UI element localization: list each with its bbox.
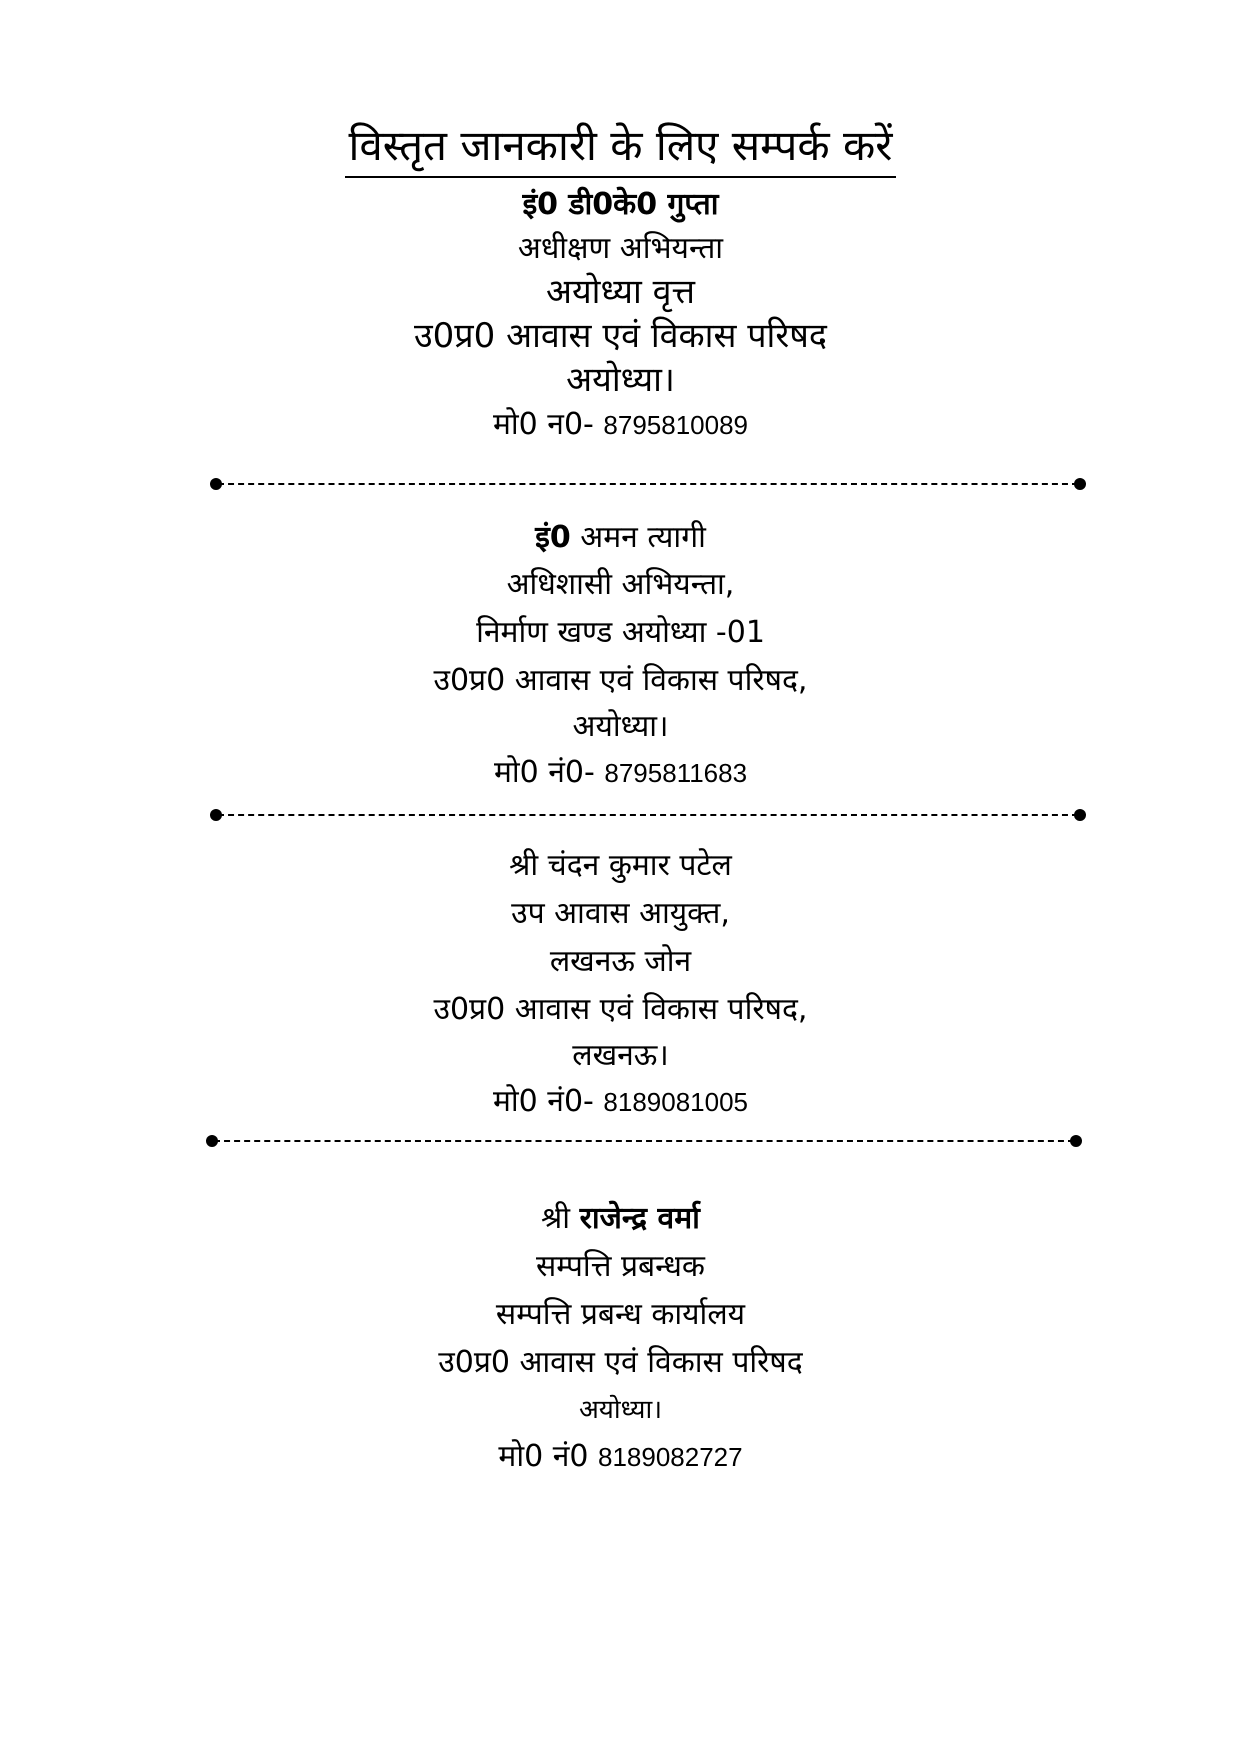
contact-card-4 [0, 1195, 1241, 1481]
phone-label: मो0 नं0- [492, 1084, 594, 1119]
contact-organisation: उ0प्र0 आवास एवं विकास परिषद [438, 1345, 803, 1380]
contact-city: अयोध्या। [572, 709, 669, 744]
phone-number: 8189082727 [598, 1442, 743, 1472]
divider-dash [218, 814, 1078, 816]
contact-name-line [0, 1195, 1241, 1243]
name-prefix: श्री [541, 1201, 571, 1236]
divider-dot [1074, 809, 1086, 821]
contact-organisation: उ0प्र0 आवास एवं विकास परिषद, [433, 663, 808, 698]
contact-designation: अधिशासी अभियन्ता, [506, 567, 735, 602]
contact-designation: सम्पत्ति प्रबन्धक [536, 1249, 705, 1284]
heading-text: विस्तृत जानकारी के लिए सम्पर्क करें [345, 118, 897, 178]
phone-number: 8795811683 [604, 758, 748, 788]
phone-label: मो0 नं0- [493, 755, 595, 790]
contact-office: अयोध्या वृत्त [545, 272, 696, 312]
contact-card-3 [0, 842, 1241, 1126]
contact-phone-line [0, 402, 1241, 448]
contact-name: अमन त्यागी [580, 520, 706, 555]
contact-city: लखनऊ। [572, 1038, 669, 1073]
dotted-divider-1 [210, 477, 1086, 491]
contact-organisation: उ0प्र0 आवास एवं विकास परिषद [414, 316, 827, 356]
page-heading [0, 118, 1241, 178]
contact-name: श्री चंदन कुमार पटेल [509, 848, 732, 883]
divider-dot [1070, 1135, 1082, 1147]
contact-designation: उप आवास आयुक्त, [511, 896, 730, 931]
contact-phone-line [0, 1078, 1241, 1126]
contact-card-2 [0, 515, 1241, 797]
contact-phone-line [0, 1433, 1241, 1481]
divider-dash [218, 483, 1078, 485]
contact-name: इं0 डी0के0 गुप्ता [522, 187, 719, 222]
contact-name-line [0, 515, 1241, 561]
phone-label: मो0 नं0 [498, 1439, 589, 1474]
contact-city: अयोध्या। [578, 1395, 663, 1425]
contact-office: सम्पत्ति प्रबन्ध कार्यालय [495, 1297, 746, 1332]
contact-designation: अधीक्षण अभियन्ता [517, 231, 724, 266]
dotted-divider-2 [210, 808, 1086, 822]
phone-number: 8795810089 [603, 410, 749, 440]
name-prefix: इं0 [535, 520, 571, 555]
dotted-divider-3 [206, 1134, 1082, 1148]
contact-card-1 [0, 182, 1241, 448]
phone-label: मो0 न0- [492, 407, 594, 442]
contact-organisation: उ0प्र0 आवास एवं विकास परिषद, [433, 992, 808, 1027]
contact-city: अयोध्या। [566, 360, 675, 400]
divider-dot [1074, 478, 1086, 490]
contact-office: निर्माण खण्ड अयोध्या -01 [476, 615, 765, 650]
contact-phone-line [0, 749, 1241, 797]
phone-number: 8189081005 [603, 1087, 749, 1117]
divider-dash [214, 1140, 1074, 1142]
contact-name: राजेन्द्र वर्मा [579, 1201, 700, 1236]
contact-office: लखनऊ जोन [549, 944, 692, 979]
